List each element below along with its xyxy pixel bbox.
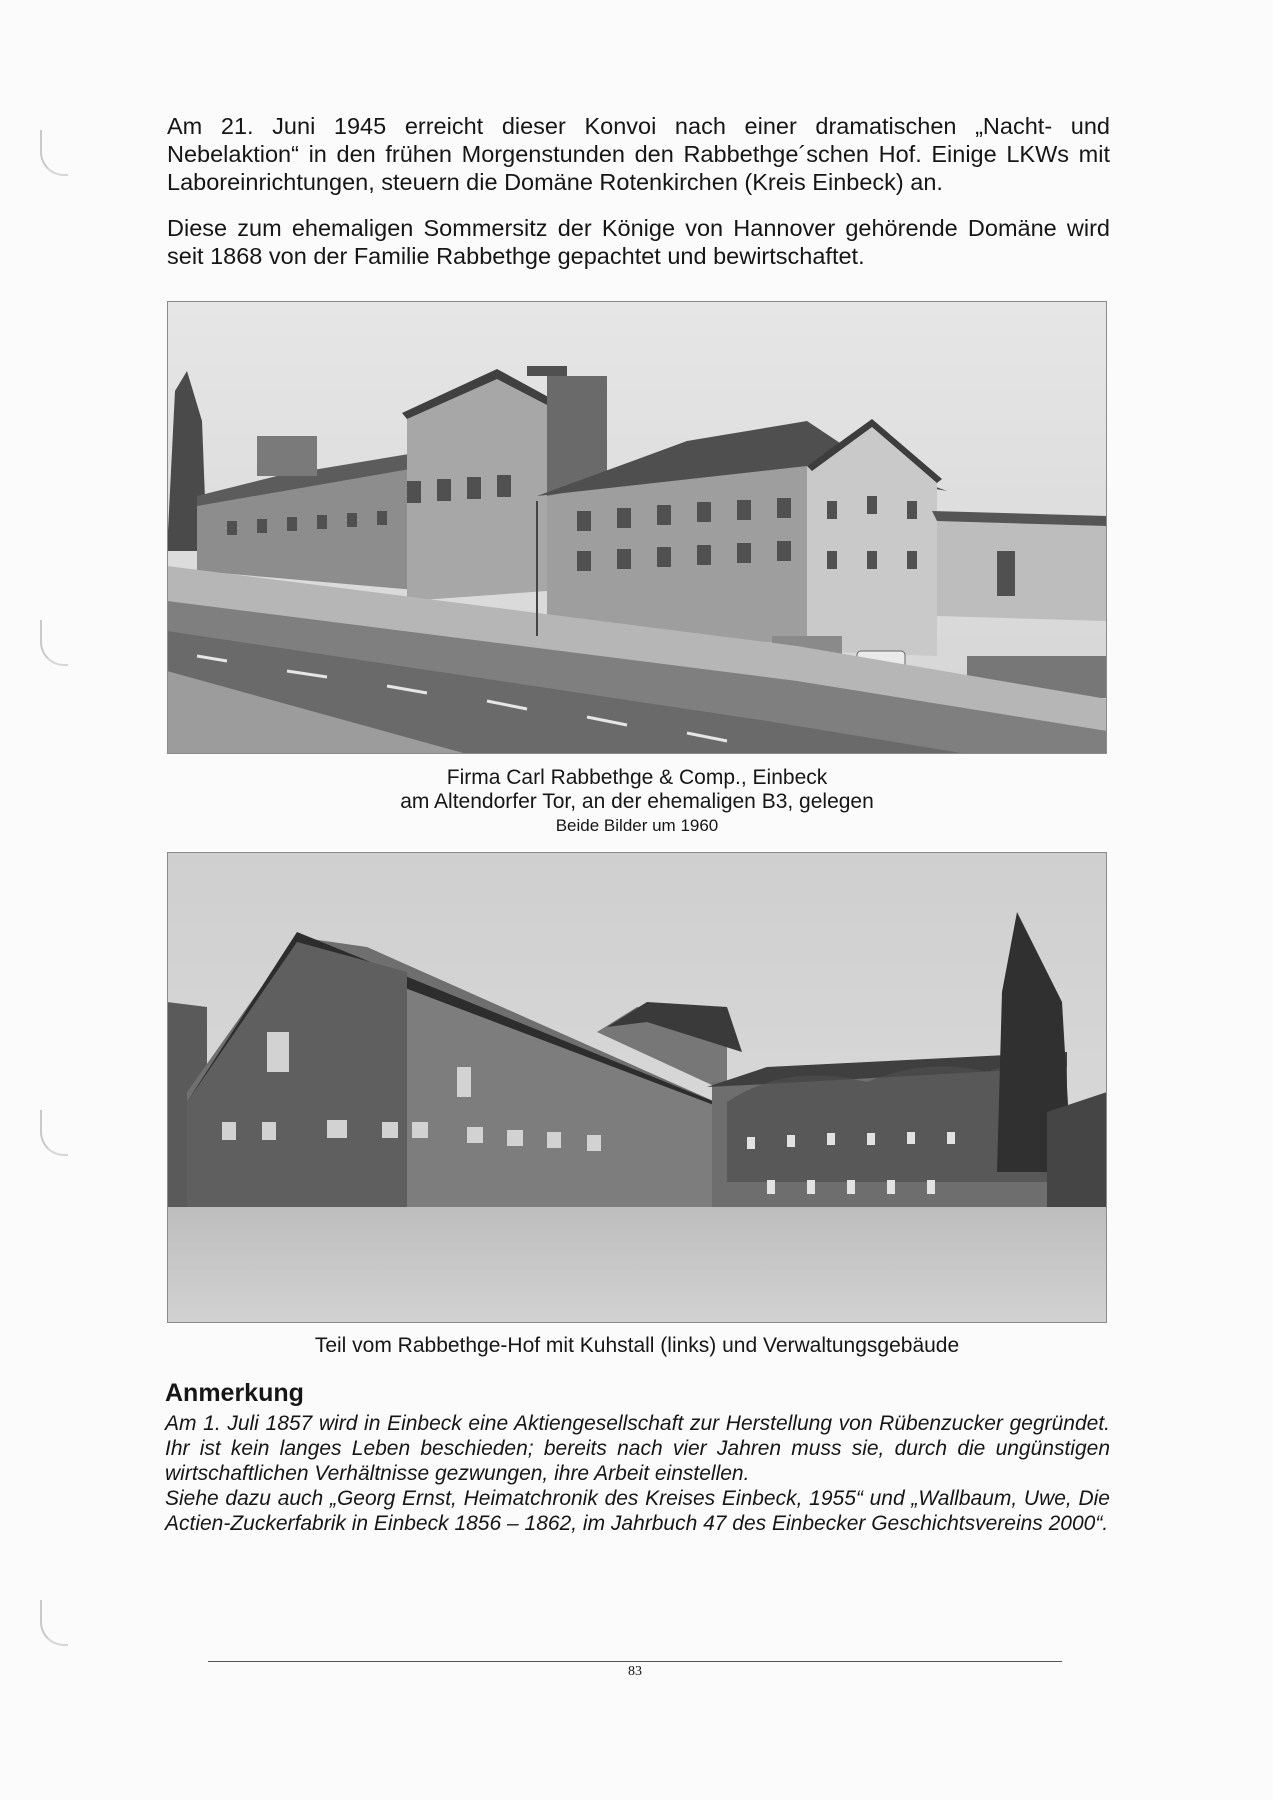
note-paragraph-1: Am 1. Juli 1857 wird in Einbeck eine Aktiengesellschaft zur Herstellung von Rübenzucker gegründet. Ihr ist kein langes Leben beschieden; bereits nach vier Jahren muss sie, durch die ungünstigen wirtschaftlichen Verhältnisse gezwungen, ihre Arbeit einstellen.	[165, 1412, 1110, 1485]
photo-1-caption-line-2: am Altendorfer Tor, an der ehemaligen B3, gelegen	[400, 790, 874, 813]
photo-2-caption: Teil vom Rabbethge-Hof mit Kuhstall (links) und Verwaltungsgebäude	[314, 1334, 960, 1357]
factory-street-photo	[167, 301, 1107, 754]
intro-paragraph-1: Am 21. Juni 1945 erreicht dieser Konvoi nach einer dramatischen „Nacht- und Nebelaktion“ in den frühen Morgenstunden den Rabbethge´schen Hof. Einige LKWs mit Laboreinrichtungen, steuern die Domäne Rotenkirchen (Kreis Einbeck) an.	[167, 113, 1110, 195]
photo-1-caption-line-1: Firma Carl Rabbethge & Comp., Einbeck	[446, 766, 828, 789]
photo-1-caption-line-3: Beide Bilder um 1960	[555, 816, 719, 835]
farmyard-photo	[167, 852, 1107, 1323]
punch-hole-mark	[40, 1600, 68, 1646]
punch-hole-mark	[40, 620, 68, 666]
note-heading: Anmerkung	[165, 1379, 304, 1407]
page-number: 83	[628, 1664, 642, 1679]
punch-hole-mark	[40, 1110, 68, 1156]
punch-hole-mark	[40, 130, 68, 176]
intro-paragraph-2: Diese zum ehemaligen Sommersitz der Könige von Hannover gehörende Domäne wird seit 1868 von der Familie Rabbethge gepachtet und bewirtschaftet.	[167, 215, 1110, 269]
footer-rule	[208, 1661, 1062, 1662]
note-paragraph-2: Siehe dazu auch „Georg Ernst, Heimatchronik des Kreises Einbeck, 1955“ und „Wallbaum, Uwe, Die Actien-Zuckerfabrik in Einbeck 1856 – 1862, im Jahrbuch 47 des Einbecker Geschichtsvereins 2000“.	[165, 1487, 1110, 1535]
